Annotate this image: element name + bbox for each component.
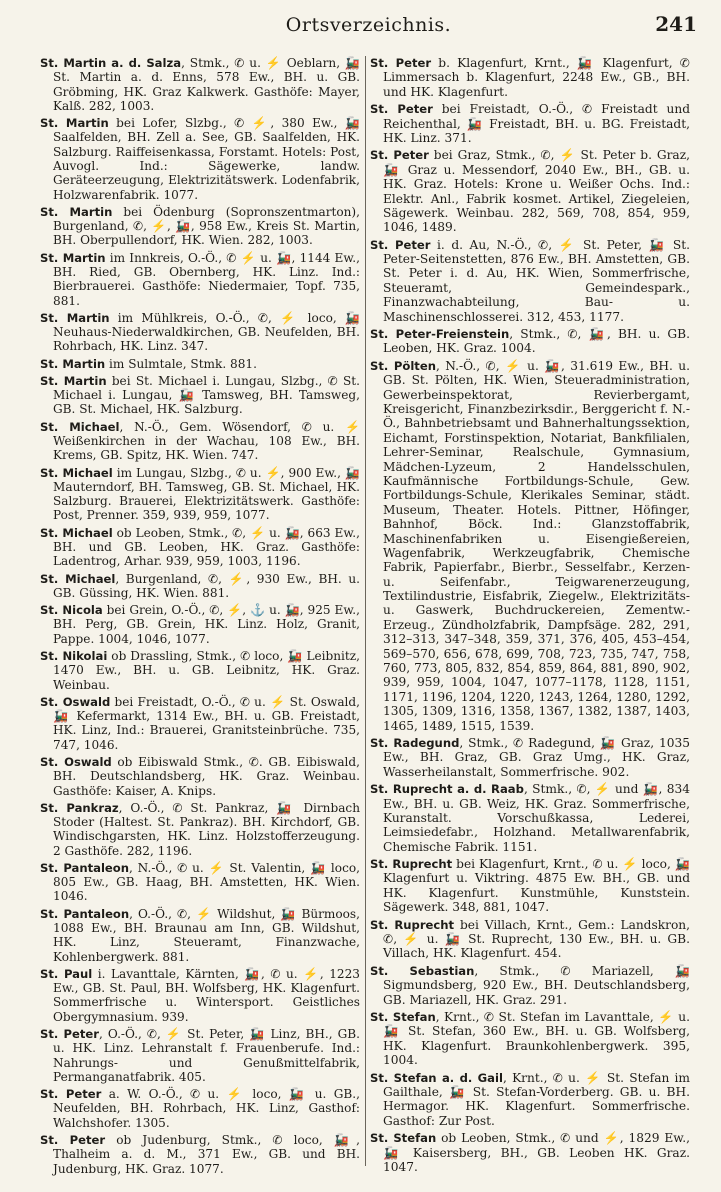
entry-place-name: St. Stefan	[370, 1010, 436, 1024]
entry-description: im Lungau, Slzbg., ✆ u. ⚡, 900 Ew., 🚂 Mauterndorf, BH. Tamsweg, GB. St. Michael, HK. Salzburg. Brauerei, Elektrizitätswerk. Gasthöfe: Post, Prenner. 359, 939, 959, 1077.	[53, 465, 360, 523]
entry-place-name: St. Pantaleon	[40, 906, 130, 921]
entry-description: ob Leoben, Stmk., ✆, ⚡ u. 🚂, 663 Ew., BH. und GB. Leoben, HK. Graz. Gasthöfe: Ladentrog, Arhar. 939, 959, 1003, 1196.	[53, 525, 360, 569]
directory-entry	[40, 56, 360, 113]
directory-entry	[40, 205, 360, 248]
entry-description: i. d. Au, N.-Ö., ✆, ⚡ St. Peter, 🚂 St. Peter-Seitenstetten, 876 Ew., BH. Amstetten, GB. St. Peter i. d. Au, HK. Wien, Sommerfrische, Steueramt, Gemeindespark., Finanzwachabteilung, Bau- u. Maschinenschlosserei. 312, 453, 1177.	[383, 237, 690, 324]
directory-columns	[40, 56, 703, 1182]
entry-description: bei Freistadt, O.-Ö., ✆ Freistadt und Reichenthal, 🚂 Freistadt, BH. u. BG. Freistadt, HK. Linz. 371.	[383, 102, 690, 145]
entry-description: , Krnt., ✆ St. Stefan im Lavanttale, ⚡ u. 🚂 St. Stefan, 360 Ew., BH. u. GB. Wolfsberg, HK. Klagenfurt. Braunkohlenbergwerk. 395, 1004.	[383, 1010, 690, 1068]
directory-entry	[40, 357, 360, 371]
directory-entry	[40, 420, 360, 463]
entry-place-name: St. Radegund	[370, 735, 460, 750]
entry-place-name: St. Michael	[40, 465, 113, 480]
directory-entry	[40, 907, 360, 964]
entry-description: , Burgenland, ✆, ⚡, 930 Ew., BH. u. GB. Güssing, HK. Wien. 881.	[53, 571, 360, 600]
directory-entry	[40, 1027, 360, 1084]
directory-entry	[40, 572, 360, 601]
entry-description: bei Lofer, Slzbg., ✆ ⚡, 380 Ew., 🚂 Saalfelden, BH. Zell a. See, GB. Saalfelden, HK. Salzburg. Raiffeisenkassa, Forstamt. Hotels: Post, Auvogl. Ind.: Sägewerke, landw. Geräteerzeugung, Elektrizitätswerk. Lodenfabrik, Holzwarenfabrik. 1077.	[53, 116, 360, 202]
entry-description: ob Eibiswald Stmk., ✆. GB. Eibiswald, BH. Deutschlandsberg, HK. Graz. Weinbau. Gasthöfe: Kaiser, A. Knips.	[53, 754, 360, 798]
entry-place-name: St. Peter	[370, 148, 429, 163]
entry-place-name: St. Pantaleon	[40, 860, 129, 875]
entry-description: ob Judenburg, Stmk., ✆ loco, 🚂, Thalheim a. d. M., 371 Ew., GB. und BH. Judenburg, HK. Graz. 1077.	[53, 1132, 360, 1176]
entry-place-name: St. Peter	[370, 56, 432, 70]
entry-place-name: St. Peter	[370, 237, 431, 252]
entry-place-name: St. Martin	[40, 310, 110, 325]
entry-description: b. Klagenfurt, Krnt., 🚂 Klagenfurt, ✆ Limmersach b. Klagenfurt, 2248 Ew., GB., BH. und HK. Klagenfurt.	[383, 56, 690, 99]
directory-entry	[370, 56, 690, 99]
column-divider	[365, 56, 366, 1166]
entry-description: bei St. Michael i. Lungau, Slzbg., ✆ St. Michael i. Lungau, 🚂 Tamsweg, BH. Tamsweg, GB. St. Michael, HK. Salzburg.	[53, 373, 360, 417]
entry-place-name: St. Peter	[40, 1132, 106, 1147]
entry-place-name: St. Ruprecht	[370, 917, 455, 932]
right-column	[370, 56, 690, 1182]
entry-place-name: St. Stefan	[370, 1131, 437, 1146]
entry-description: bei Grein, O.-Ö., ✆, ⚡, ⚓ u. 🚂, 925 Ew., BH. Perg, GB. Grein, HK. Linz. Holz, Granit, Pappe. 1004, 1046, 1077.	[53, 603, 360, 646]
directory-entry	[40, 526, 360, 569]
entry-place-name: St. Peter	[40, 1027, 99, 1041]
entry-description: , N.-Ö., Gem. Wösendorf, ✆ u. ⚡ Weißenkirchen in der Wachau, 108 Ew., BH. Krems, GB. Spitz, HK. Wien. 747.	[53, 419, 360, 463]
directory-entry	[40, 374, 360, 417]
entry-place-name: St. Nicola	[40, 603, 103, 618]
entry-description: ob Leoben, Stmk., ✆ und ⚡, 1829 Ew., 🚂 Kaisersberg, BH., GB. Leoben HK. Graz. 1047.	[383, 1131, 690, 1174]
entry-place-name: St. Michael	[40, 571, 116, 586]
directory-entry	[370, 782, 690, 854]
directory-entry	[40, 1133, 360, 1176]
directory-entry	[370, 1131, 690, 1174]
directory-entry	[370, 857, 690, 915]
entry-place-name: St. Nikolai	[40, 648, 108, 663]
entry-description: im Innkreis, O.-Ö., ✆ ⚡ u. 🚂, 1144 Ew., BH. Ried, GB. Obernberg, HK. Linz. Ind.: Bierbrauerei. Gasthöfe: Niedermaier, Topf. 735, 881.	[53, 250, 360, 308]
entry-place-name: St. Michael	[40, 419, 120, 434]
entry-description: , Stmk., ✆, 🚂, BH. u. GB. Leoben, HK. Graz. 1004.	[383, 327, 690, 356]
entry-description: i. Lavanttale, Kärnten, 🚂, ✆ u. ⚡, 1223 Ew., GB. St. Paul, BH. Wolfsberg, HK. Klagenfurt. Sommerfrische u. Wintersport. Geistliches Obergymnasium. 939.	[53, 966, 360, 1024]
directory-entry	[40, 1087, 360, 1130]
entry-description: bei Villach, Krnt., Gem.: Landskron, ✆, ⚡ u. 🚂 St. Ruprecht, 130 Ew., BH. u. GB. Villach, HK. Klagenfurt. 454.	[383, 917, 690, 961]
entry-place-name: St. Peter	[370, 102, 433, 117]
entry-place-name: St. Paul	[40, 966, 93, 981]
entry-description: , Krnt., ✆ u. ⚡ St. Stefan im Gailthale, 🚂 St. Stefan-Vorderberg. GB. u. BH. Hermagor. HK. Klagenfurt. Sommerfrische. Gasthof: Zur Post.	[383, 1070, 690, 1128]
entry-place-name: St. Michael	[40, 525, 113, 540]
entry-description: im Mühlkreis, O.-Ö., ✆, ⚡ loco, 🚂 Neuhaus-Niederwaldkirchen, GB. Neufelden, BH. Rohrbach, HK. Linz. 347.	[53, 310, 360, 354]
entry-description: , O.-Ö., ✆, ⚡ Wildshut, 🚂 Bürmoos, 1088 Ew., BH. Braunau am Inn, GB. Wildshut, HK. Linz, Steueramt, Finanzwache, Kohlenbergwerk. 881.	[53, 906, 360, 964]
entry-description: ob Drassling, Stmk., ✆ loco, 🚂 Leibnitz, 1470 Ew., BH. u. GB. Leibnitz, HK. Graz. Weinbau.	[53, 648, 360, 692]
entry-place-name: St. Pölten	[370, 358, 436, 373]
entry-place-name: St. Martin	[40, 204, 113, 219]
entry-description: , N.-Ö., ✆ u. ⚡ St. Valentin, 🚂 loco, 805 Ew., GB. Haag, BH. Amstetten, HK. Wien. 1046.	[53, 860, 360, 904]
directory-entry	[40, 466, 360, 523]
directory-entry	[40, 311, 360, 354]
entry-description: bei Freistadt, O.-Ö., ✆ u. ⚡ St. Oswald, 🚂 Kefermarkt, 1314 Ew., BH. u. GB. Freistadt, HK. Linz, Ind.: Brauerei, Granitsteinbrüche. 735, 747, 1046.	[53, 694, 360, 752]
entry-place-name: St. Martin	[40, 116, 109, 131]
page-number: 241	[655, 12, 697, 36]
entry-place-name: St. Martin	[40, 250, 106, 265]
entry-description: , N.-Ö., ✆, ⚡ u. 🚂, 31.619 Ew., BH. u. GB. St. Pölten, HK. Wien, Steueradministration, Gewerbeinspektorat, Revierbergamt, Kreisgericht, Finanzbezirksdir., Berggericht f. N.-Ö., Bahnbetriebsamt und Bahnerhaltungssektion, Eichamt, Forstinspektion, Notariat, Bankfilialen, Lehrer-Seminar, Realschule, Gymnasium, Mädchen-Lyzeum, 2 Handelsschulen, Kaufmännische Fortbildungs-Schule, Gew. Fortbildungs-Schule, Klerikales Seminar, städt. Museum, Theater. Hotels. Pittner, Höfinger, Bahnhof, Böck. Ind.: Glanzstoffabrik, Maschinenfabriken u. Eisengießereien, Wagenfabrik, Werkzeugfabrik, Chemische Fabrik, Papierfabr., Bierbr., Sesselfabr., Kerzen- u. Seifenfabr., Teigwarenerzeugung, Textilindustrie, Eisfabrik, Ziegelw., Elektrizitäts- u. Gaswerk, Buchdruckereien, Zementw.-Erzeug., Zündholzfabrik, Dampfsäge. 282, 291, 312–313, 347–348, 359, 371, 376, 405, 453–454, 569–570, 656, 678, 699, 708, 723, 735, 747, 758, 760, 773, 805, 832, 854, 859, 864, 881, 890, 902, 939, 959, 1004, 1047, 1077–1178, 1128, 1151, 1171, 1196, 1204, 1220, 1243, 1264, 1280, 1292, 1305, 1309, 1316, 1358, 1367, 1382, 1387, 1403, 1465, 1489, 1515, 1539.	[383, 358, 690, 733]
entry-description: , O.-Ö., ✆, ⚡ St. Peter, 🚂 Linz, BH., GB. u. HK. Linz. Lehranstalt f. Frauenberufe. Ind.: Nahrungs- und Genußmittelfabrik, Permanganatfabrik. 405.	[53, 1027, 360, 1084]
directory-entry	[370, 102, 690, 145]
entry-description: , Stmk., ✆, ⚡ und 🚂, 834 Ew., BH. u. GB. Weiz, HK. Graz. Sommerfrische, Kuranstalt. Vorschußkassa, Lederei, Leimsiedefabr., Holzhand. Metallwarenfabrik, Chemische Fabrik. 1151.	[383, 782, 690, 854]
entry-place-name: St. Peter-Freienstein	[370, 327, 510, 342]
directory-entry	[40, 695, 360, 752]
entry-place-name: St. Martin	[40, 373, 107, 388]
entry-place-name: St. Oswald	[40, 754, 112, 769]
directory-entry	[370, 964, 690, 1007]
directory-entry	[40, 116, 360, 202]
entry-place-name: St. Oswald	[40, 694, 111, 709]
directory-entry	[40, 967, 360, 1024]
directory-entry	[40, 649, 360, 692]
directory-entry	[370, 148, 690, 234]
entry-description: bei Graz, Stmk., ✆, ⚡ St. Peter b. Graz, 🚂 Graz u. Messendorf, 2040 Ew., BH., GB. u. HK. Graz. Hotels: Krone u. Weißer Ochs. Ind.: Elektr. Anl., Fabrik kosmet. Artikel, Ziegeleien, Sägewerk. Weinbau. 282, 569, 708, 854, 959, 1046, 1489.	[383, 148, 690, 235]
entry-place-name: St. Peter	[40, 1087, 102, 1102]
entry-place-name: St. Martin a. d. Salza	[40, 56, 182, 70]
directory-entry	[370, 327, 690, 356]
directory-entry	[370, 736, 690, 779]
directory-entry	[40, 251, 360, 308]
entry-description: , Stmk., ✆ Radegund, 🚂 Graz, 1035 Ew., BH. Graz, GB. Graz Umg., HK. Graz, Wasserheilanstalt, Sommerfrische. 902.	[383, 735, 690, 779]
directory-entry	[370, 918, 690, 961]
directory-entry	[40, 861, 360, 904]
entry-description: , O.-Ö., ✆ St. Pankraz, 🚂 Dirnbach Stoder (Haltest. St. Pankraz). BH. Kirchdorf, GB. Windischgarsten, HK. Linz. Holzstofferzeugung. 2 Gasthöfe. 282, 1196.	[53, 800, 360, 858]
entry-description: , Stmk., ✆ u. ⚡ Oeblarn, 🚂 St. Martin a. d. Enns, 578 Ew., BH. u. GB. Gröbming, HK. Graz Kalkwerk. Gasthöfe: Mayer, Kalß. 282, 1003.	[53, 56, 360, 113]
entry-place-name: St. Martin	[40, 356, 106, 371]
directory-entry	[370, 1010, 690, 1068]
directory-entry	[40, 801, 360, 858]
entry-description: im Sulmtale, Stmk. 881.	[105, 356, 257, 371]
left-column	[40, 56, 360, 1182]
entry-description: , Stmk., ✆ Mariazell, 🚂 Sigmundsberg, 920 Ew., BH. Deutschlandsberg, GB. Mariazell, HK. Graz. 291.	[383, 963, 690, 1007]
entry-description: bei Klagenfurt, Krnt., ✆ u. ⚡ loco, 🚂 Klagenfurt u. Viktring. 4875 Ew. BH., GB. und HK. Klagenfurt. Kunstmühle, Kunststein. Sägewerk. 348, 881, 1047.	[383, 857, 690, 915]
directory-entry	[370, 1071, 690, 1129]
entry-place-name: St. Stefan a. d. Gail	[370, 1070, 503, 1085]
entry-place-name: St. Ruprecht	[370, 857, 453, 872]
directory-entry	[40, 755, 360, 798]
entry-description: bei Ödenburg (Sopronszentmarton), Burgenland, ✆, ⚡, 🚂, 958 Ew., Kreis St. Martin, BH. Oberpullendorf, HK. Wien. 282, 1003.	[53, 204, 360, 248]
entry-place-name: St. Ruprecht a. d. Raab	[370, 782, 524, 797]
directory-entry	[370, 359, 690, 733]
page-title: Ortsverzeichnis.	[285, 14, 452, 36]
directory-entry	[40, 603, 360, 646]
entry-place-name: St. Sebastian	[370, 963, 475, 978]
entry-place-name: St. Pankraz	[40, 800, 119, 815]
directory-entry	[370, 238, 690, 324]
page-header	[40, 10, 697, 40]
entry-description: a. W. O.-Ö., ✆ u. ⚡ loco, 🚂 u. GB., Neufelden, BH. Rohrbach, HK. Linz, Gasthof: Walchshofer. 1305.	[53, 1087, 360, 1130]
